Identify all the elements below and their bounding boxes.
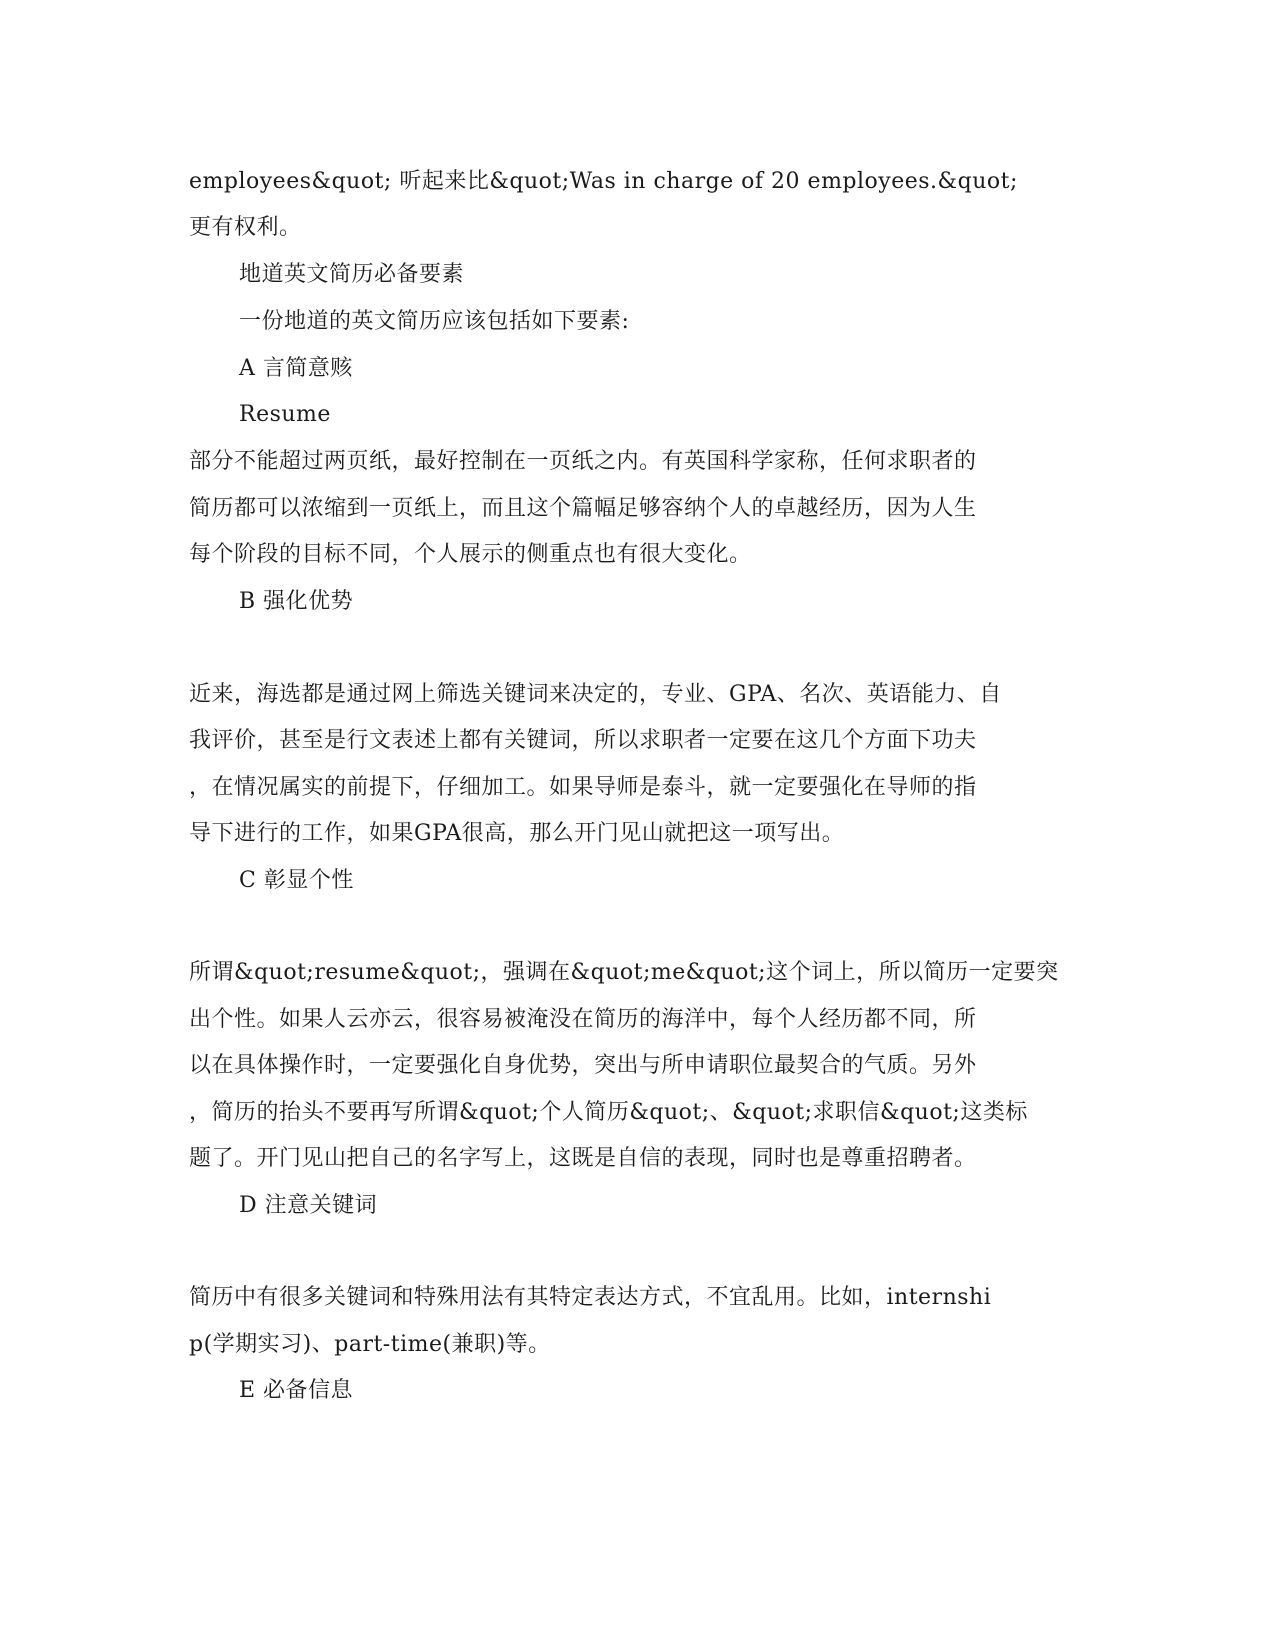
text-line: 简历都可以浓缩到一页纸上，而且这个篇幅足够容纳个人的卓越经历，因为人生 [189, 496, 977, 521]
text-line: Resume [239, 402, 331, 427]
text-line: ，简历的抬头不要再写所谓&quot;个人简历&quot;、&quot;求职信&quot;这类标 [189, 1100, 1028, 1125]
text-line: 以在具体操作时，一定要强化自身优势，突出与所申请职位最契合的气质。另外 [189, 1053, 977, 1078]
text-line: 题了。开门见山把自己的名字写上，这既是自信的表现，同时也是尊重招聘者。 [189, 1146, 977, 1171]
text-line: 近来，海选都是通过网上筛选关键词来决定的，专业、GPA、名次、英语能力、自 [189, 682, 1002, 707]
text-line: 部分不能超过两页纸，最好控制在一页纸之内。有英国科学家称，任何求职者的 [189, 449, 977, 474]
text-line: ，在情况属实的前提下，仔细加工。如果导师是泰斗，就一定要强化在导师的指 [189, 775, 977, 800]
text-line: p(学期实习)、part-time(兼职)等。 [189, 1332, 551, 1357]
text-line: 更有权利。 [189, 215, 302, 240]
subsection-heading-b: B 强化优势 [239, 589, 354, 614]
text-line: 每个阶段的目标不同，个人展示的侧重点也有很大变化。 [189, 542, 752, 567]
text-line: 我评价，甚至是行文表述上都有关键词，所以求职者一定要在这几个方面下功夫 [189, 728, 977, 753]
subsection-heading-a: A 言简意赅 [239, 356, 353, 381]
subsection-heading-e: E 必备信息 [239, 1378, 354, 1403]
text-line: 一份地道的英文简历应该包括如下要素: [239, 309, 630, 334]
text-line: 所谓&quot;resume&quot;，强调在&quot;me&quot;这个词上，所以简历一定要突 [189, 960, 1059, 985]
subsection-heading-c: C 彰显个性 [239, 868, 354, 893]
text-line: 简历中有很多关键词和特殊用法有其特定表达方式，不宜乱用。比如，internshi [189, 1285, 992, 1310]
text-line: 出个性。如果人云亦云，很容易被淹没在简历的海洋中，每个人经历都不同，所 [189, 1007, 977, 1032]
section-heading: 地道英文简历必备要素 [239, 262, 465, 287]
subsection-heading-d: D 注意关键词 [239, 1193, 378, 1218]
text-line: employees&quot; 听起来比&quot;Was in charge of 20 employees.&quot; [189, 169, 1018, 194]
text-line: 导下进行的工作，如果GPA很高，那么开门见山就把这一项写出。 [189, 821, 845, 846]
